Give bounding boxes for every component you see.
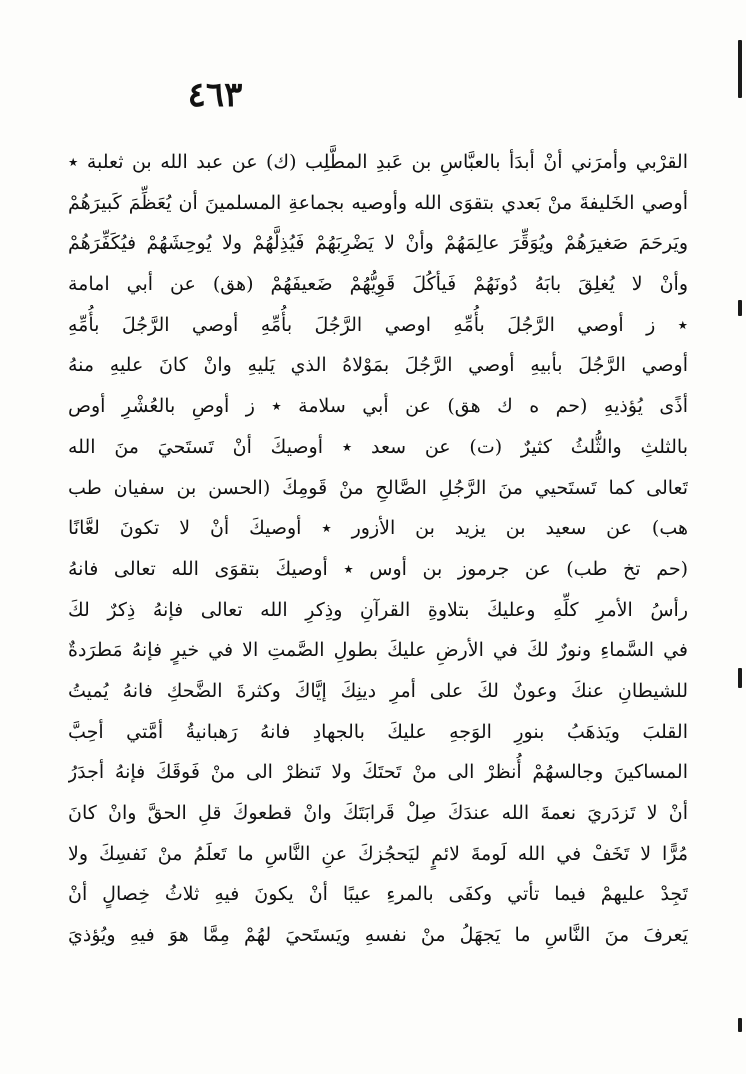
text-line: للشيطانِ عنكَ وعونٌ لكَ على أمرِ دينِكَ إيَّاكَ وكثرةَ الضَّحكِ فانهُ يُميتُ (68, 679, 688, 702)
text-line: القلبَ ويَذهَبُ بنورِ الوَجهِ عليكَ بالجهادِ فانهُ رَهبانيةُ أمَّتي أحِبَّ (68, 720, 688, 743)
text-line: أذًى يُؤذيهِ (حم ه ك هق) عن أبي سلامة ٭ ز أوصِ بالعُشْرِ أوص (68, 395, 688, 418)
scan-edge-mark (738, 668, 742, 688)
text-line: مُرًّا لا تَخَفْ في الله لَومةَ لائمٍ ليَحجُزكَ عنِ النَّاسِ ما تَعلَمُ منْ نَفسِكَ ولا (68, 842, 688, 865)
text-line: هب) عن سعيد بن يزيد بن الأزور ٭ أوصيكَ أنْ لا تكونَ لعَّانًا (68, 517, 688, 540)
text-line: ويَرحَمَ صَغيرَهُمْ ويُوَقِّرَ عالِمَهُمْ وأنْ لا يَضْرِبَهُمْ فَيُذِلَّهُمْ ولا يُوحِشَهُمْ فيُكَفِّرَهُمْ (68, 232, 688, 255)
text-line: أوصي الرَّجُلَ بأبيهِ أوصي الرَّجُلَ بمَوْلاهُ الذي يَليهِ وانْ كانَ عليهِ منهُ (68, 354, 688, 377)
text-body (68, 142, 688, 956)
text-line: القرْبي وأمرَني أنْ أبدَأ بالعبَّاسِ بن عَبدِ المطَّلِب (ك) عن عبد الله بن ثعلبة ٭ (68, 151, 688, 173)
text-line: المساكينَ وجالسهُمْ أُنظرْ الى منْ تَحتَكَ ولا تَنظرْ الى منْ فَوقَكَ فإنهُ أجدَرُ (68, 761, 688, 784)
scan-edge-mark (738, 300, 742, 316)
page-number: ٤٦٣ (187, 75, 243, 115)
text-line: (حم تخ طب) عن جرموز بن أوس ٭ أوصيكَ بتقوَى الله تعالى فانهُ (68, 557, 688, 580)
text-line: وأنْ لا يُغلِقَ بابَهُ دُونَهُمْ فَيأكُلَ قَوِيُّهُمْ ضَعيفَهُمْ (هق) عن أبي امامة (68, 273, 688, 296)
scan-edge-mark (738, 1018, 742, 1032)
text-line: في السَّماءِ ونورٌ لكَ في الأرضِ عليكَ بطولِ الصَّمتِ الا في خيرٍ فإنهُ مَطرَدةٌ (68, 639, 688, 662)
text-line: رأسُ الأمرِ كلِّهِ وعليكَ بتلاوةِ القرآنِ وذِكرِ الله تعالى فإنهُ ذِكرٌ لكَ (68, 598, 688, 621)
text-line: بالثلثِ والثُّلثُ كثيرٌ (ت) عن سعد ٭ أوصيكَ أنْ تَستَحيَ منَ الله (68, 435, 688, 458)
text-line: ٭ ز أوصي الرَّجُلَ بأُمِّهِ اوصي الرَّجُلَ بأُمِّهِ أوصي الرَّجُلَ بأُمِّهِ (68, 313, 688, 336)
text-line: تَجِدْ عليهمْ فيما تأتي وكفَى بالمرءِ عيبًا أنْ يكونَ فيهِ ثلاثُ خِصالٍ أنْ (68, 883, 688, 906)
scan-edge-mark (738, 40, 742, 98)
text-line: يَعرفَ منَ النَّاسِ ما يَجهَلُ منْ نفسهِ ويَستَحيَ لهُمْ مِمَّا هوَ فيهِ ويُؤذيَ (68, 924, 688, 947)
text-line: أوصي الخَليفةَ منْ بَعدي بتقوَى الله وأوصيه بجماعةِ المسلمينَ أن يُعَظِّمَ كَبيرَهُمْ (68, 191, 688, 214)
text-line: تَعالى كما تَستَحيي منَ الرَّجُلِ الصَّالحِ منْ قَومِكَ (الحسن بن سفيان طب (68, 476, 688, 499)
text-line: أنْ لا تَزدَريَ نعمةَ الله عندَكَ صِلْ قَرابَتَكَ وانْ قطعوكَ قلِ الحقَّ وانْ كانَ (68, 802, 688, 824)
